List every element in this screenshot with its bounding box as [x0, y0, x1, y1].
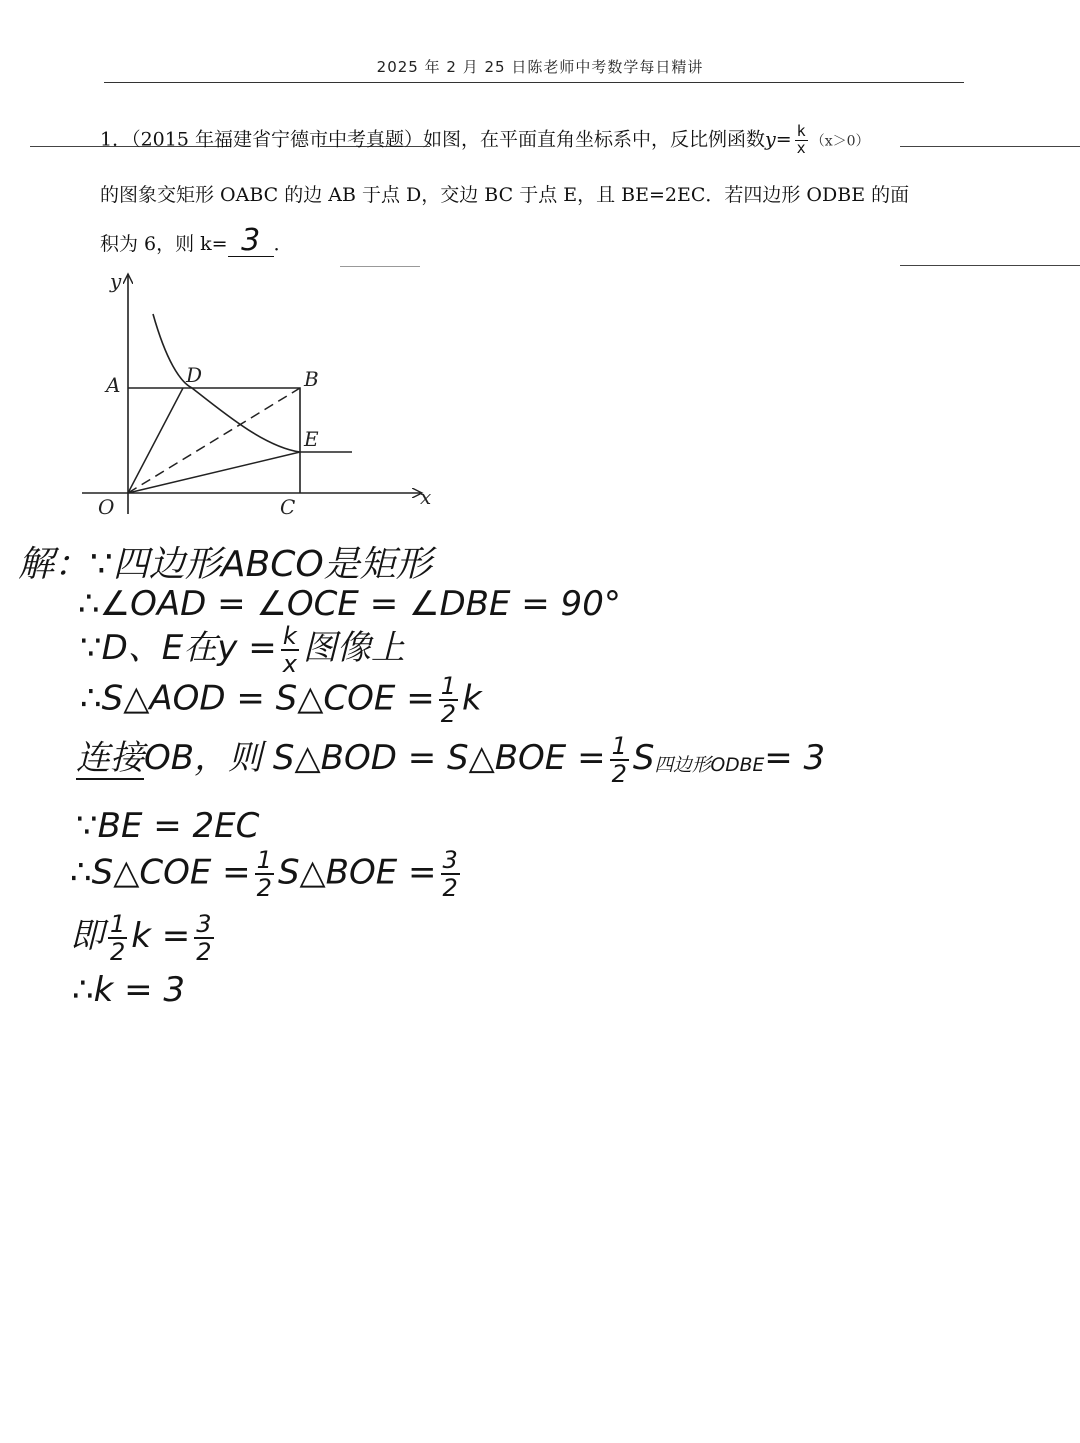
page-header-title: 2025 年 2 月 25 日陈老师中考数学每日精讲 — [376, 58, 704, 76]
label-b: B — [304, 367, 319, 391]
fraction-numerator: 1 — [256, 846, 272, 874]
solution-line-5-underlined: 连接 — [76, 738, 144, 778]
label-c: C — [280, 495, 296, 519]
segment-oe — [128, 452, 300, 493]
function-fraction — [795, 124, 808, 157]
solution-line-4-pre: ∴S△AOD = S△COE = — [80, 678, 435, 719]
label-a: A — [106, 373, 121, 397]
fraction-denominator: 2 — [196, 937, 212, 966]
fraction-numerator: k — [796, 122, 806, 140]
problem-source: （2015 年福建省宁德市中考真题） — [131, 128, 423, 151]
solution-line-9: ∴k = 3 — [72, 970, 186, 1010]
fraction-denominator: x — [282, 649, 297, 678]
fraction-denominator: 2 — [110, 937, 126, 966]
fraction-denominator: x — [796, 138, 806, 157]
solution-line-1: 解：∵四边形ABCO是矩形 — [18, 544, 432, 585]
scan-strike-right — [900, 146, 1080, 147]
label-e: E — [304, 427, 319, 451]
function-y: y= — [765, 128, 792, 151]
solution-fraction-half — [255, 848, 274, 900]
coordinate-figure — [60, 262, 460, 527]
solution-line-3-pre: ∵D、E在y = — [80, 628, 277, 668]
solution-line-3-post: 图像上 — [302, 628, 405, 668]
solution-line-5-pre: OB，则 S△BOD = S△BOE = — [144, 738, 606, 778]
solution-fraction-k-over-x — [281, 621, 299, 678]
label-o: O — [98, 495, 115, 519]
solution-fraction-half — [108, 909, 127, 966]
solution-line-3 — [80, 620, 405, 676]
solution-line-2: ∴∠OAD = ∠OCE = ∠DBE = 90° — [78, 584, 621, 624]
solution-line-6: ∵BE = 2EC — [76, 806, 260, 846]
label-x: x — [420, 485, 432, 509]
header-divider — [104, 82, 964, 83]
solution-line-5 — [76, 730, 825, 786]
solution-line-7-mid: S△BOE = — [277, 852, 437, 893]
solution-line-8-mid: k = — [131, 916, 191, 956]
solution-fraction-three-halves — [441, 848, 460, 900]
solution-fraction-half — [610, 731, 629, 788]
fraction-numerator: 1 — [611, 731, 627, 760]
hyperbola-curve — [153, 314, 352, 452]
fraction-numerator: 1 — [110, 909, 126, 938]
solution-line-4 — [80, 674, 482, 726]
solution-line-8-pre: 即 — [70, 916, 104, 956]
fraction-denominator: 2 — [256, 874, 272, 902]
solution-line-7 — [70, 848, 464, 900]
problem-text-1: 如图，在平面直角坐标系中，反比例函数 — [423, 128, 766, 151]
solution-line-7-pre: ∴S△COE = — [70, 852, 251, 893]
problem-line-1 — [100, 124, 870, 157]
solution-line-8 — [70, 908, 218, 964]
fraction-denominator: 2 — [442, 874, 458, 902]
problem-period: ． — [273, 233, 293, 255]
problem-line-3 — [100, 223, 293, 258]
solution-fraction-three-halves — [194, 909, 213, 966]
dashed-segment-ob — [128, 388, 300, 493]
fraction-numerator: 1 — [440, 672, 456, 700]
fraction-denominator: 2 — [440, 700, 456, 728]
fraction-numerator: k — [281, 624, 299, 651]
fraction-denominator: 2 — [611, 759, 627, 788]
solution-line-5-subscript: 四边形ODBE — [654, 754, 765, 776]
label-d: D — [186, 363, 203, 387]
solution-line-4-post: k — [461, 678, 482, 719]
segment-od — [128, 388, 183, 493]
solution-line-5-end: = 3 — [764, 738, 826, 778]
solution-fraction-half — [439, 674, 458, 726]
problem-text-3: 积为 6，则 k= — [100, 233, 228, 255]
solution-line-5-s: S — [632, 738, 655, 778]
problem-number: 1． — [100, 128, 132, 151]
label-y: y — [110, 269, 122, 293]
domain-condition: （x＞0） — [810, 133, 870, 150]
scan-mark-right — [900, 265, 1080, 266]
answer-blank: 3 — [228, 226, 274, 257]
fraction-numerator: 3 — [442, 846, 458, 874]
fraction-numerator: 3 — [196, 909, 212, 938]
problem-line-2: 的图象交矩形 OABC 的边 AB 于点 D，交边 BC 于点 E，且 BE=2EC．若四边形 ODBE 的面 — [100, 184, 910, 206]
